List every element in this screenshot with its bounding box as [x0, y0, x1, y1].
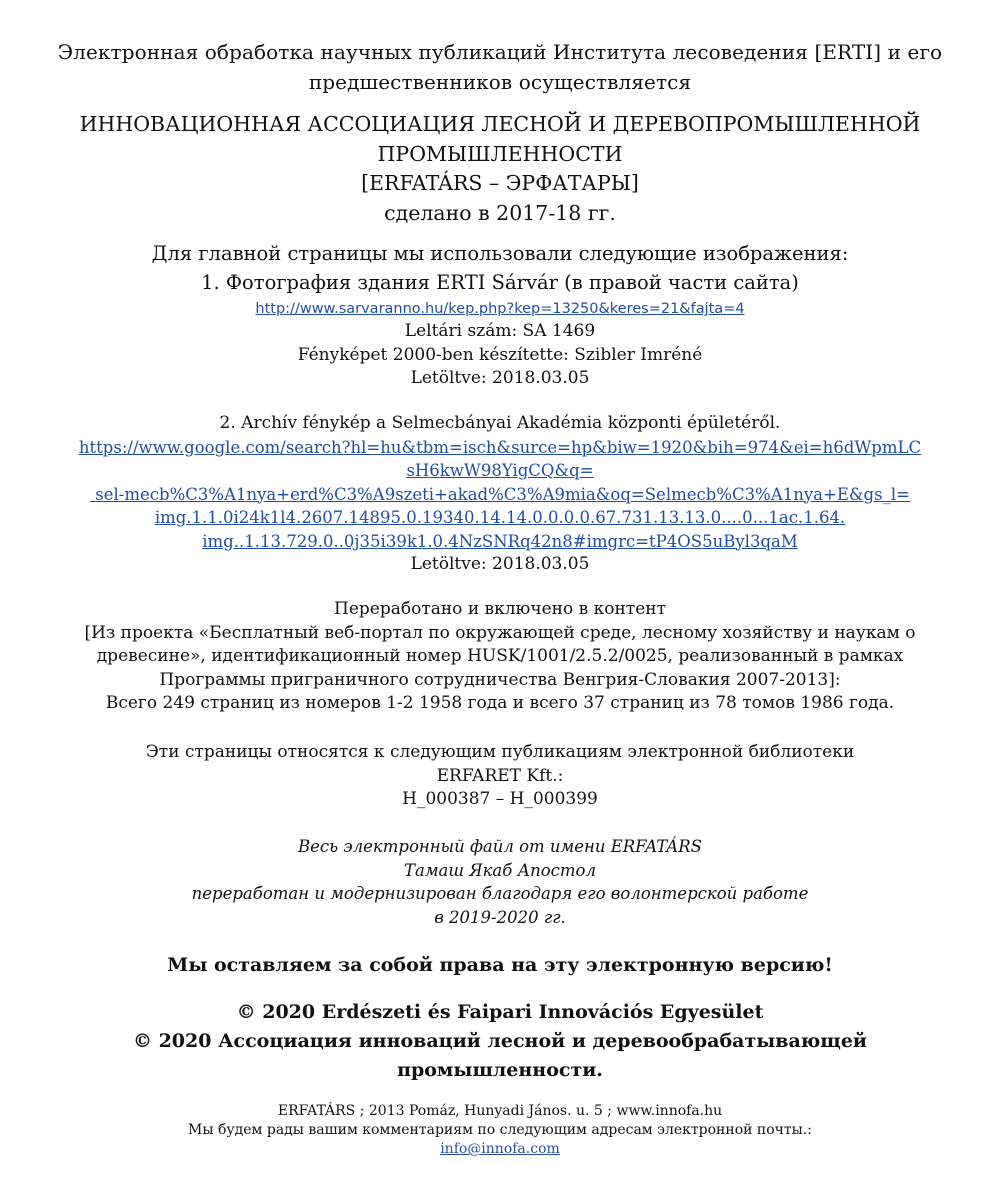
processing-line-4: Программы приграничного сотрудничества Венгрия-Словакия 2007-2013]:	[159, 669, 841, 690]
footer-comments: Мы будем рады вашим комментариям по следующим адресам электронной почты.:	[188, 1122, 812, 1138]
footer-email-link[interactable]: info@innofa.com	[440, 1141, 560, 1157]
rights-statement: Мы оставляем за собой права на эту электронную версию!	[167, 954, 833, 976]
credits-author: Тамаш Якаб Апостол	[404, 860, 596, 880]
copyright-hungarian: © 2020 Erdészeti és Faipari Innovációs Egyesület	[236, 1001, 764, 1023]
image-2-link-part-4[interactable]: img.1.1.0i24k1l4.2607.14895.0.19340.14.14.0.0.0.0.67.731.13.13.0....0...1ac.1.64.	[154, 508, 846, 527]
credits-block	[0, 835, 1000, 929]
processing-block	[0, 598, 1000, 716]
image-2-link-line-2	[0, 459, 1000, 483]
association-block	[0, 108, 1000, 228]
image-1-downloaded: Letöltve: 2018.03.05	[410, 368, 590, 388]
image-2-link-part-5[interactable]: img..1.13.729.0..0j35i39k1.0.4NzSNRq42n8#imgrc=tP4OS5uByl3qaM	[202, 531, 798, 551]
images-section	[0, 240, 1000, 391]
image-2-block	[0, 412, 1000, 577]
image-1-title: 1. Фотография здания ERTI Sárvár (в правой части сайта)	[201, 271, 799, 294]
credits-line-4: в 2019-2020 гг.	[434, 907, 566, 927]
processing-line-5: Всего 249 страниц из номеров 1-2 1958 года и всего 37 страниц из 78 томов 1986 года.	[105, 693, 895, 713]
processing-line-3: древесине», идентификационный номер HUSK/1001/2.5.2/0025, реализованный в рамках	[96, 646, 904, 666]
footer-email-line	[0, 1140, 1000, 1159]
image-2-link-line-1	[0, 436, 1000, 460]
processing-line-1: Переработано и включено в контент	[334, 599, 666, 619]
image-1-photographer: Fényképet 2000-ben készítette: Szibler Imréné	[297, 344, 703, 365]
image-2-link-line-3	[0, 483, 1000, 507]
library-line-3: H_000387 – H_000399	[402, 789, 598, 809]
association-acronym: [ERFATÁRS – ЭРФАТАРЫ]	[361, 171, 639, 195]
image-2-downloaded: Letöltve: 2018.03.05	[410, 554, 590, 574]
copyright-russian-line-1: © 2020 Ассоциация инноваций лесной и деревообрабатывающей	[132, 1030, 868, 1052]
processing-line-2: [Из проекта «Бесплатный веб-портал по окружающей среде, лесному хозяйству и наукам о	[84, 622, 916, 643]
footer-address: ERFATÁRS ; 2013 Pomáz, Hunyadi János. u. 5 ; www.innofa.hu	[277, 1103, 723, 1119]
copyright-russian-line-2: промышленности.	[397, 1059, 603, 1081]
image-2-link-part-2[interactable]: sH6kwW98YigCQ&q=	[406, 461, 594, 480]
image-2-link-part-1[interactable]: https://www.google.com/search?hl=hu&tbm=isch&surce=hp&biw=1920&bih=974&ei=h6dWpmLC	[78, 437, 922, 457]
copyright-block	[0, 998, 1000, 1085]
association-date: сделано в 2017-18 гг.	[384, 201, 616, 225]
library-line-2: ERFARET Kft.:	[436, 765, 564, 786]
image-1-link-line	[0, 298, 1000, 320]
footer-block	[0, 1102, 1000, 1159]
images-heading: Для главной страницы мы использовали следующие изображения:	[151, 242, 849, 265]
image-2-link-line-5	[0, 530, 1000, 554]
image-1-inventory: Leltári szám: SA 1469	[404, 321, 596, 341]
association-name-line-1: ИННОВАЦИОННАЯ АССОЦИАЦИЯ ЛЕСНОЙ И ДЕРЕВОПРОМЫШЛЕННОЙ	[79, 112, 921, 136]
intro-block	[0, 37, 1000, 97]
rights-statement-block	[0, 951, 1000, 980]
library-line-1: Эти страницы относятся к следующим публикациям электронной библиотеки	[145, 742, 855, 762]
intro-line-1: Электронная обработка научных публикаций Института лесоведения [ERTI] и его	[57, 40, 943, 64]
credits-line-3: переработан и модернизирован благодаря его волонтерской работе	[191, 884, 809, 903]
image-2-link-part-3[interactable]: sel-mecb%C3%A1nya+erd%C3%A9szeti+akad%C3%A9mia&oq=Selmecb%C3%A1nya+E&gs_l=	[90, 484, 910, 504]
credits-line-1: Весь электронный файл от имени ERFATÁRS	[298, 837, 702, 856]
association-name-line-2: ПРОМЫШЛЕННОСТИ	[377, 142, 623, 166]
library-block	[0, 741, 1000, 812]
image-2-link-line-4	[0, 506, 1000, 530]
intro-line-2: предшественников осуществляется	[308, 70, 692, 94]
image-1-link[interactable]: http://www.sarvaranno.hu/kep.php?kep=13250&keres=21&fajta=4	[255, 301, 745, 317]
image-2-title: 2. Archív fénykép a Selmecbányai Akadémia központi épületéről.	[219, 413, 781, 433]
